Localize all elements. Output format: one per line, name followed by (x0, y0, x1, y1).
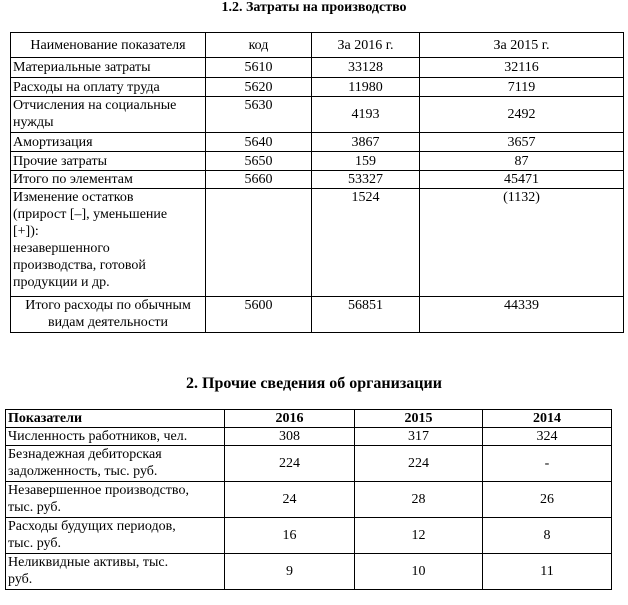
table-row (6, 446, 612, 482)
row-2016: 308 (225, 428, 355, 446)
row-name (11, 97, 206, 133)
row-2016: 159 (312, 152, 420, 171)
row-2016: 33128 (312, 58, 420, 78)
production-costs-table (10, 32, 624, 333)
row-2016: 24 (225, 482, 355, 518)
row-code: 5610 (206, 58, 312, 78)
row-2016: 4193 (312, 97, 420, 133)
row-2015: 10 (355, 554, 483, 590)
row-name: Прочие затраты (11, 152, 206, 171)
table-row (11, 171, 624, 189)
table-header-row (11, 33, 624, 58)
row-2015: 2492 (420, 97, 624, 133)
row-2014: 11 (483, 554, 612, 590)
row-name-line: Безнадежная дебиторская (8, 447, 162, 462)
row-code (206, 189, 312, 297)
row-name: Материальные затраты (11, 58, 206, 78)
row-name-line: видам деятельности (48, 315, 168, 330)
table-row (11, 189, 624, 297)
row-name-line: продукции и др. (13, 275, 110, 290)
row-2014: 8 (483, 518, 612, 554)
table-row (11, 97, 624, 133)
row-2015: 28 (355, 482, 483, 518)
row-name-line: тыс. руб. (8, 536, 61, 551)
row-name-line: (прирост [–], уменьшение (13, 207, 168, 222)
table-row (6, 518, 612, 554)
row-2016: 16 (225, 518, 355, 554)
section1-title: 1.2. Затраты на производство (221, 0, 407, 15)
row-2015: 224 (355, 446, 483, 482)
row-2015: 317 (355, 428, 483, 446)
header-2016: 2016 (225, 410, 355, 428)
header-2015: За 2015 г. (420, 33, 624, 58)
row-name: Расходы на оплату труда (11, 78, 206, 97)
row-name-line: Неликвидные активы, тыс. (8, 555, 169, 570)
row-name (6, 554, 225, 590)
header-code: код (206, 33, 312, 58)
table-row (11, 58, 624, 78)
row-name-line: [+]): (13, 224, 39, 239)
header-indicators: Показатели (6, 410, 225, 428)
row-name (6, 482, 225, 518)
row-name: Амортизация (11, 133, 206, 152)
row-name (6, 446, 225, 482)
row-2016: 11980 (312, 78, 420, 97)
row-2015: 12 (355, 518, 483, 554)
row-2014: 324 (483, 428, 612, 446)
row-2016: 3867 (312, 133, 420, 152)
row-code: 5650 (206, 152, 312, 171)
row-2016: 224 (225, 446, 355, 482)
row-name-line: Отчисления на социальные (13, 98, 177, 113)
row-code: 5640 (206, 133, 312, 152)
row-code: 5620 (206, 78, 312, 97)
row-code: 5630 (206, 97, 312, 133)
table-row (6, 554, 612, 590)
row-name (11, 189, 206, 297)
row-2015: 87 (420, 152, 624, 171)
row-2015: 45471 (420, 171, 624, 189)
row-2014: 26 (483, 482, 612, 518)
row-2015: (1132) (420, 189, 624, 297)
table-row (11, 152, 624, 171)
row-name-line: незавершенного (13, 241, 110, 256)
row-name-line: задолженность, тыс. руб. (8, 464, 158, 479)
header-2015: 2015 (355, 410, 483, 428)
table-row (11, 133, 624, 152)
row-name-line: производства, готовой (13, 258, 146, 273)
table-header-row (6, 410, 612, 428)
row-name-line: Расходы будущих периодов, (8, 519, 176, 534)
row-code: 5660 (206, 171, 312, 189)
row-2016: 53327 (312, 171, 420, 189)
table-row (6, 428, 612, 446)
row-2016: 9 (225, 554, 355, 590)
header-indicator-name: Наименование показателя (11, 33, 206, 58)
row-name-line: нужды (13, 115, 54, 130)
row-name-line: Незавершенное производство, (8, 483, 189, 498)
row-2015: 3657 (420, 133, 624, 152)
row-name (6, 518, 225, 554)
header-2014: 2014 (483, 410, 612, 428)
row-2015: 32116 (420, 58, 624, 78)
row-code: 5600 (206, 297, 312, 333)
table-row (11, 78, 624, 97)
row-name: Численность работников, чел. (6, 428, 225, 446)
row-name-line: руб. (8, 572, 33, 587)
organization-info-table (5, 409, 612, 590)
row-2015: 7119 (420, 78, 624, 97)
row-2016: 56851 (312, 297, 420, 333)
row-name-line: Изменение остатков (13, 190, 134, 205)
section2-title: 2. Прочие сведения об организации (186, 375, 442, 392)
row-2014: - (483, 446, 612, 482)
row-name-line: тыс. руб. (8, 500, 61, 515)
header-2016: За 2016 г. (312, 33, 420, 58)
row-2016: 1524 (312, 189, 420, 297)
table-row (11, 297, 624, 333)
row-name-line: Итого расходы по обычным (25, 298, 191, 313)
row-name: Итого по элементам (11, 171, 206, 189)
table-row (6, 482, 612, 518)
row-name (11, 297, 206, 333)
row-2015: 44339 (420, 297, 624, 333)
